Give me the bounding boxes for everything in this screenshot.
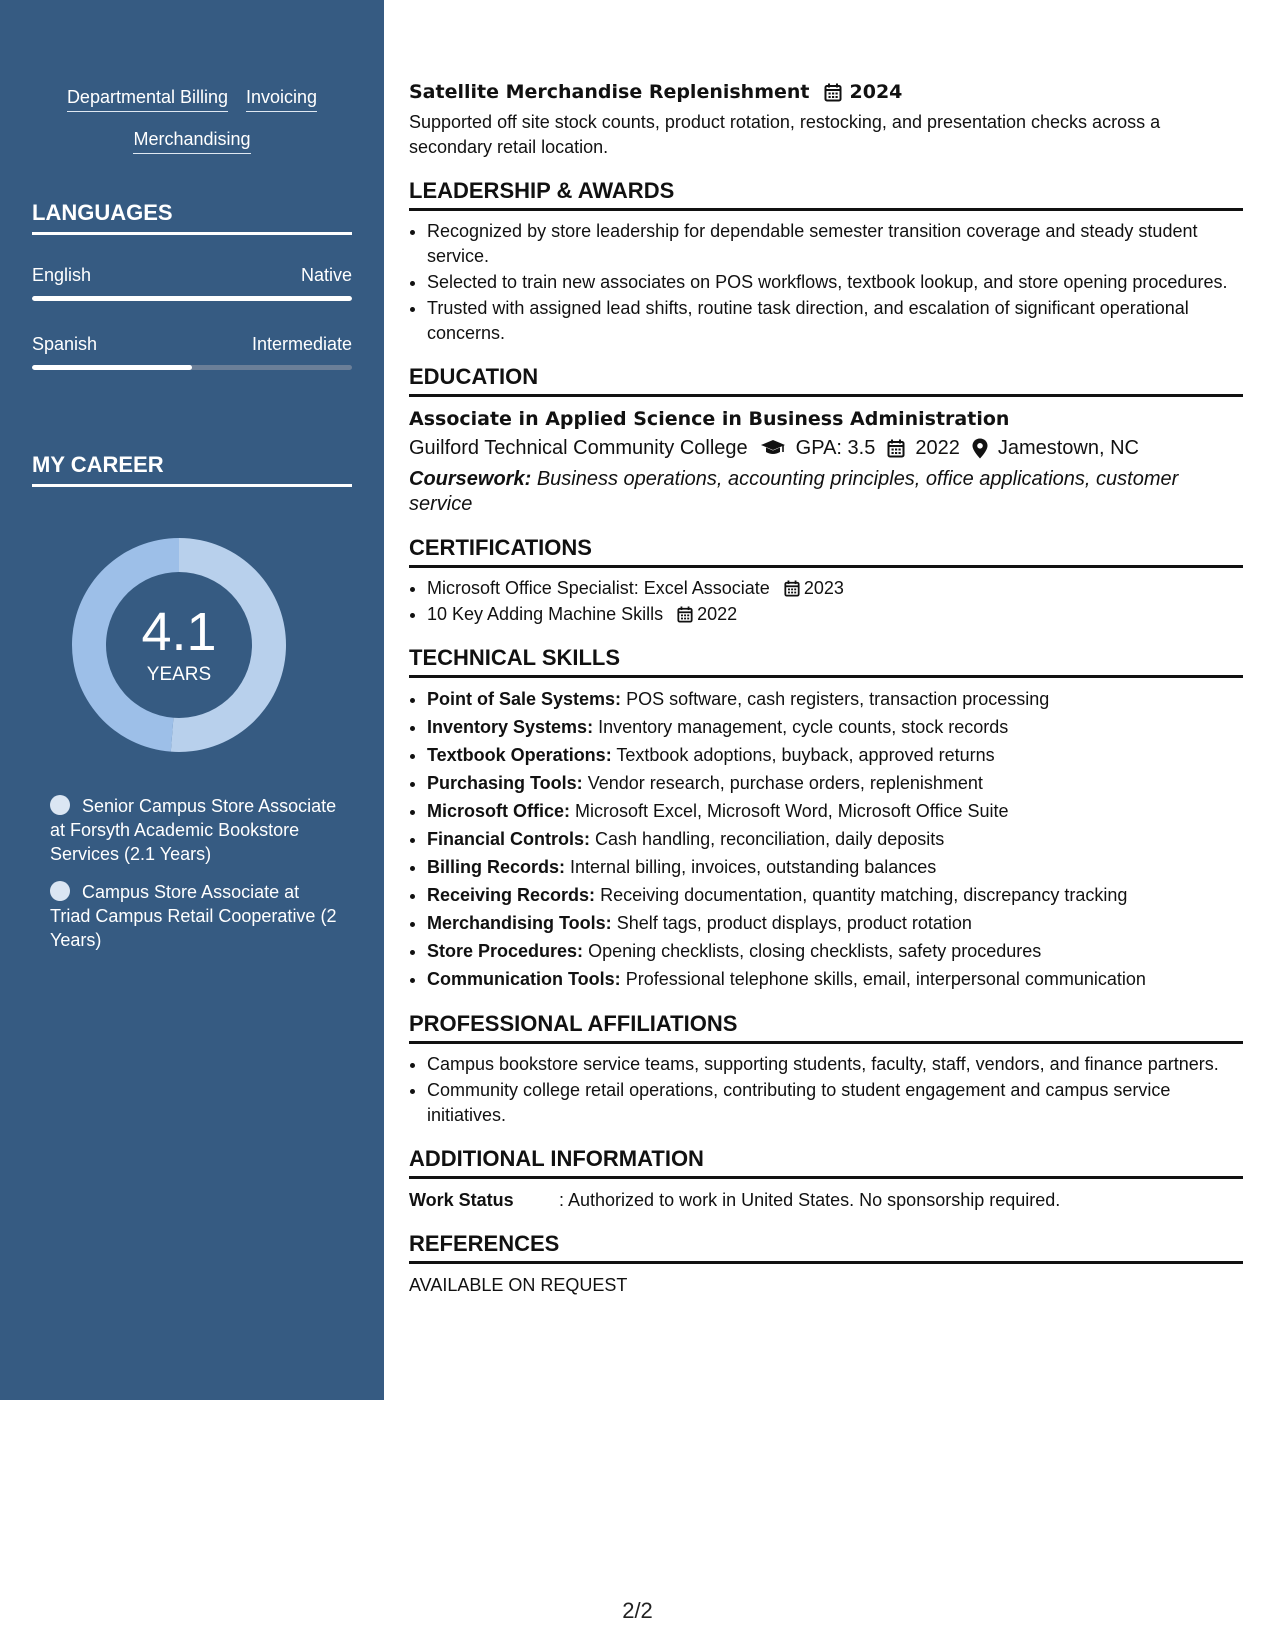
- graduation-cap-icon: [760, 439, 786, 457]
- certifications-heading: CERTIFICATIONS: [409, 535, 1243, 568]
- career-item: [50, 880, 340, 952]
- skill-label: Purchasing Tools:: [427, 773, 583, 793]
- skill-value: Cash handling, reconciliation, daily deposits: [595, 829, 945, 849]
- list-item: [427, 770, 1243, 797]
- education-heading: EDUCATION: [409, 364, 1243, 397]
- main-content: [409, 78, 1243, 1298]
- list-item: [427, 686, 1243, 713]
- language-bar-fill: [32, 296, 352, 301]
- certification-name: • 10 Key Adding Machine Skills: [427, 604, 664, 624]
- list-item: • Selected to train new associates on POS workflows, textbook lookup, and store opening procedures.: [427, 270, 1243, 295]
- coursework-text: Business operations, accounting principles, office applications, customer service: [409, 468, 1179, 515]
- career-item-text: Campus Store Associate at Triad Campus Retail Cooperative (2 Years): [50, 882, 337, 950]
- education-school: Guilford Technical Community College: [409, 437, 748, 459]
- skill-value: Opening checklists, closing checklists, safety procedures: [588, 941, 1042, 961]
- skill-value: Vendor research, purchase orders, replenishment: [587, 773, 983, 793]
- skill-value: Shelf tags, product displays, product rotation: [616, 913, 972, 933]
- languages-heading: LANGUAGES: [32, 200, 352, 235]
- map-pin-icon: [972, 438, 988, 459]
- list-item: [427, 602, 1243, 627]
- career-item: [50, 794, 340, 866]
- skill-label: Merchandising Tools:: [427, 913, 612, 933]
- language-name: English: [32, 265, 92, 285]
- skill-value: Professional telephone skills, email, interpersonal communication: [625, 969, 1146, 989]
- education-gpa: GPA: 3.5: [795, 437, 876, 459]
- skills-heading: TECHNICAL SKILLS: [409, 645, 1243, 678]
- language-english: [32, 265, 352, 301]
- career-total: [66, 532, 292, 758]
- circle-bullet-icon: [50, 795, 70, 815]
- list-item: • Recognized by store leadership for dependable semester transition coverage and steady student service.: [427, 219, 1243, 269]
- experience-entry-title: [409, 78, 1243, 106]
- list-item: [427, 910, 1243, 937]
- skill-label: Store Procedures:: [427, 941, 584, 961]
- language-bar: [32, 365, 352, 370]
- education-coursework: [409, 467, 1243, 517]
- work-status-value: : Authorized to work in United States. No sponsorship required.: [559, 1190, 1061, 1210]
- list-item: • Campus bookstore service teams, supporting students, faculty, staff, vendors, and finance partners.: [427, 1052, 1243, 1077]
- career-total-unit: YEARS: [146, 664, 212, 685]
- skill-label: Communication Tools:: [427, 969, 621, 989]
- skill-value: Microsoft Excel, Microsoft Word, Microsoft Office Suite: [575, 801, 1009, 821]
- affiliations-list: [409, 1052, 1243, 1128]
- experience-description: Supported off site stock counts, product rotation, restocking, and presentation checks across a secondary retail location.: [409, 112, 1161, 157]
- career-heading: MY CAREER: [32, 452, 352, 487]
- certifications-list: [409, 576, 1243, 627]
- skill-label: Microsoft Office:: [427, 801, 571, 821]
- calendar-icon: [784, 580, 800, 597]
- skill-value: Inventory management, cycle counts, stock records: [598, 717, 1009, 737]
- work-status-row: [409, 1187, 1243, 1213]
- circle-bullet-icon: [50, 881, 70, 901]
- calendar-icon: [887, 439, 905, 458]
- list-item: [427, 826, 1243, 853]
- list-item: [427, 966, 1243, 993]
- skill-value: Textbook adoptions, buyback, approved returns: [616, 745, 995, 765]
- list-item: • Trusted with assigned lead shifts, routine task direction, and escalation of significant operational concerns.: [427, 296, 1243, 346]
- additional-info-heading: ADDITIONAL INFORMATION: [409, 1146, 1243, 1179]
- calendar-icon: [824, 83, 842, 102]
- certification-name: • Microsoft Office Specialist: Excel Associate: [427, 578, 770, 598]
- work-status-label: Work Status: [409, 1190, 514, 1210]
- certification-year: 2023: [803, 578, 844, 598]
- skill-tags: [32, 86, 352, 154]
- experience-year: 2024: [849, 81, 903, 103]
- skill-tag: Merchandising: [133, 128, 250, 154]
- calendar-icon: [677, 606, 693, 623]
- education-year: 2022: [915, 437, 960, 459]
- skill-tag: Invoicing: [246, 86, 317, 112]
- skill-label: Inventory Systems:: [427, 717, 594, 737]
- sidebar: [0, 0, 384, 1400]
- career-list: [50, 794, 340, 966]
- career-total-value: 4.1: [141, 602, 217, 662]
- language-name: Spanish: [32, 334, 98, 354]
- experience-title: Satellite Merchandise Replenishment: [409, 81, 810, 103]
- leadership-heading: LEADERSHIP & AWARDS: [409, 178, 1243, 211]
- skills-list: [409, 686, 1243, 993]
- list-item: [427, 938, 1243, 965]
- list-item: • Community college retail operations, contributing to student engagement and campus service initiatives.: [427, 1078, 1243, 1128]
- skill-value: POS software, cash registers, transaction processing: [626, 689, 1050, 709]
- list-item: [427, 798, 1243, 825]
- references-text: AVAILABLE ON REQUEST: [409, 1275, 628, 1295]
- references-heading: REFERENCES: [409, 1231, 1243, 1264]
- career-item-text: Senior Campus Store Associate at Forsyth Academic Bookstore Services (2.1 Years): [50, 796, 337, 864]
- page-number: 2/2: [622, 1598, 653, 1623]
- skill-tag: Departmental Billing: [67, 86, 228, 112]
- certification-year: 2022: [697, 604, 738, 624]
- skill-label: Receiving Records:: [427, 885, 596, 905]
- coursework-label: Coursework:: [409, 468, 532, 490]
- skill-label: Billing Records:: [427, 857, 566, 877]
- list-item: [427, 882, 1243, 909]
- leadership-list: [409, 219, 1243, 346]
- list-item: [427, 742, 1243, 769]
- language-level: Native: [300, 265, 352, 285]
- skill-value: Internal billing, invoices, outstanding balances: [570, 857, 937, 877]
- education-degree: Associate in Applied Science in Business Administration: [409, 408, 1010, 430]
- affiliations-heading: PROFESSIONAL AFFILIATIONS: [409, 1011, 1243, 1044]
- list-item: [427, 576, 1243, 601]
- skill-label: Textbook Operations:: [427, 745, 612, 765]
- language-bar: [32, 296, 352, 301]
- language-spanish: [32, 334, 352, 370]
- language-level: Intermediate: [251, 334, 352, 354]
- education-meta: [409, 433, 1243, 463]
- language-bar-fill: [32, 365, 192, 370]
- skill-label: Financial Controls:: [427, 829, 591, 849]
- skill-label: Point of Sale Systems:: [427, 689, 622, 709]
- list-item: [427, 714, 1243, 741]
- list-item: [427, 854, 1243, 881]
- education-location: Jamestown, NC: [997, 437, 1139, 459]
- skill-value: Receiving documentation, quantity matching, discrepancy tracking: [600, 885, 1128, 905]
